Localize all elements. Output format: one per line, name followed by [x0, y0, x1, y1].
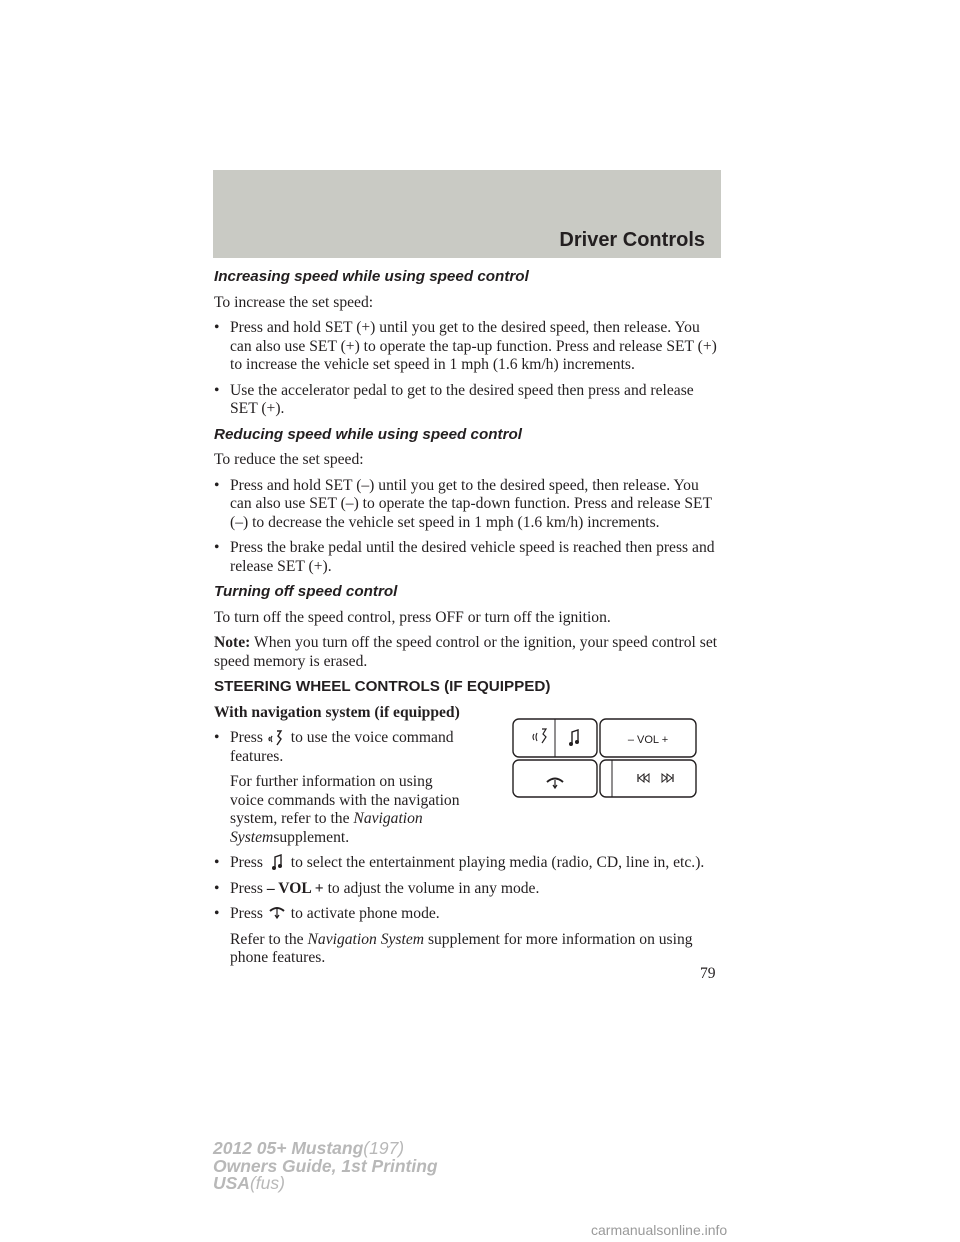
turnoff-note	[214, 634, 720, 671]
list-item: • Press – VOL + to adjust the volume in any mode.	[214, 879, 540, 897]
media-note-icon	[569, 730, 579, 746]
list-item: • Press to select the entertainment playing media (radio, CD, line in, etc.).	[214, 854, 705, 871]
list-item: • Use the accelerator pedal to get to the desired speed then press and release SET (+).	[214, 381, 694, 417]
panel-vol-label: – VOL +	[627, 733, 669, 746]
list-item: • Press and hold SET (–) until you get to the desired speed, then release. You can also use SET (–) to operate the tap-down function. Press and release SET (–) to decrease the vehicle set speed in 1 mph (1.6 km/h) increments.	[214, 476, 712, 531]
footer-code: (197)	[363, 1138, 405, 1158]
list-item: • Press to activate phone mode.	[214, 905, 440, 922]
steering-heading: STEERING WHEEL CONTROLS (IF EQUIPPED)	[214, 678, 551, 695]
phone-icon	[267, 905, 287, 923]
increase-intro: To increase the set speed:	[214, 293, 374, 311]
footer-market: USA	[213, 1173, 250, 1193]
media-note-icon	[267, 854, 287, 872]
refer-text: Refer to the Navigation System supplement for more information on using phone features.	[230, 930, 693, 966]
footer-market-code: (fus)	[249, 1173, 285, 1193]
seek-forward-icon	[662, 774, 673, 782]
turnoff-text: To turn off the speed control, press OFF or turn off the ignition.	[214, 608, 611, 626]
steering-controls-illustration	[512, 718, 698, 798]
phone-icon	[547, 778, 563, 788]
voice-icon	[267, 729, 287, 747]
note-label: Note:	[214, 634, 251, 651]
turnoff-heading: Turning off speed control	[214, 583, 398, 600]
navigation-block	[214, 704, 720, 848]
site-watermark: carmanualsonline.info	[591, 1222, 728, 1238]
increase-heading: Increasing speed while using speed control	[214, 268, 529, 285]
footer-printing: Owners Guide, 1st Printing	[213, 1155, 438, 1176]
list-item: • Press the brake pedal until the desired vehicle speed is reached then press and release SET (+).	[214, 539, 715, 575]
page-number: 79	[700, 965, 716, 982]
seek-back-icon	[638, 774, 649, 782]
list-item: • Press and hold SET (+) until you get to the desired speed, then release. You can also use SET (+) to operate the tap-up function. Press and release SET (+) to increase the vehicle set speed in 1 mph (1.6 km/h) increments.	[214, 319, 717, 373]
reduce-intro: To reduce the set speed:	[214, 451, 364, 468]
note-text: When you turn off the speed control or the ignition, your speed control set speed memory is erased.	[214, 634, 718, 670]
document-footer	[213, 1140, 438, 1193]
nav-subheading: With navigation system (if equipped)	[214, 703, 460, 721]
voice-more: For further information on using voice commands with the navigation system, refer to the Navigation Systemsupplement.	[230, 773, 460, 846]
vol-label: – VOL +	[266, 879, 324, 897]
footer-model: 2012 05+ Mustang	[213, 1138, 364, 1158]
voice-icon	[533, 729, 546, 743]
page-content	[214, 268, 720, 975]
list-item: • Press to use the voice command features.	[214, 729, 454, 765]
section-title: Driver Controls	[559, 229, 705, 251]
section-header-band	[213, 170, 721, 258]
reduce-heading: Reducing speed while using speed control	[214, 425, 523, 443]
